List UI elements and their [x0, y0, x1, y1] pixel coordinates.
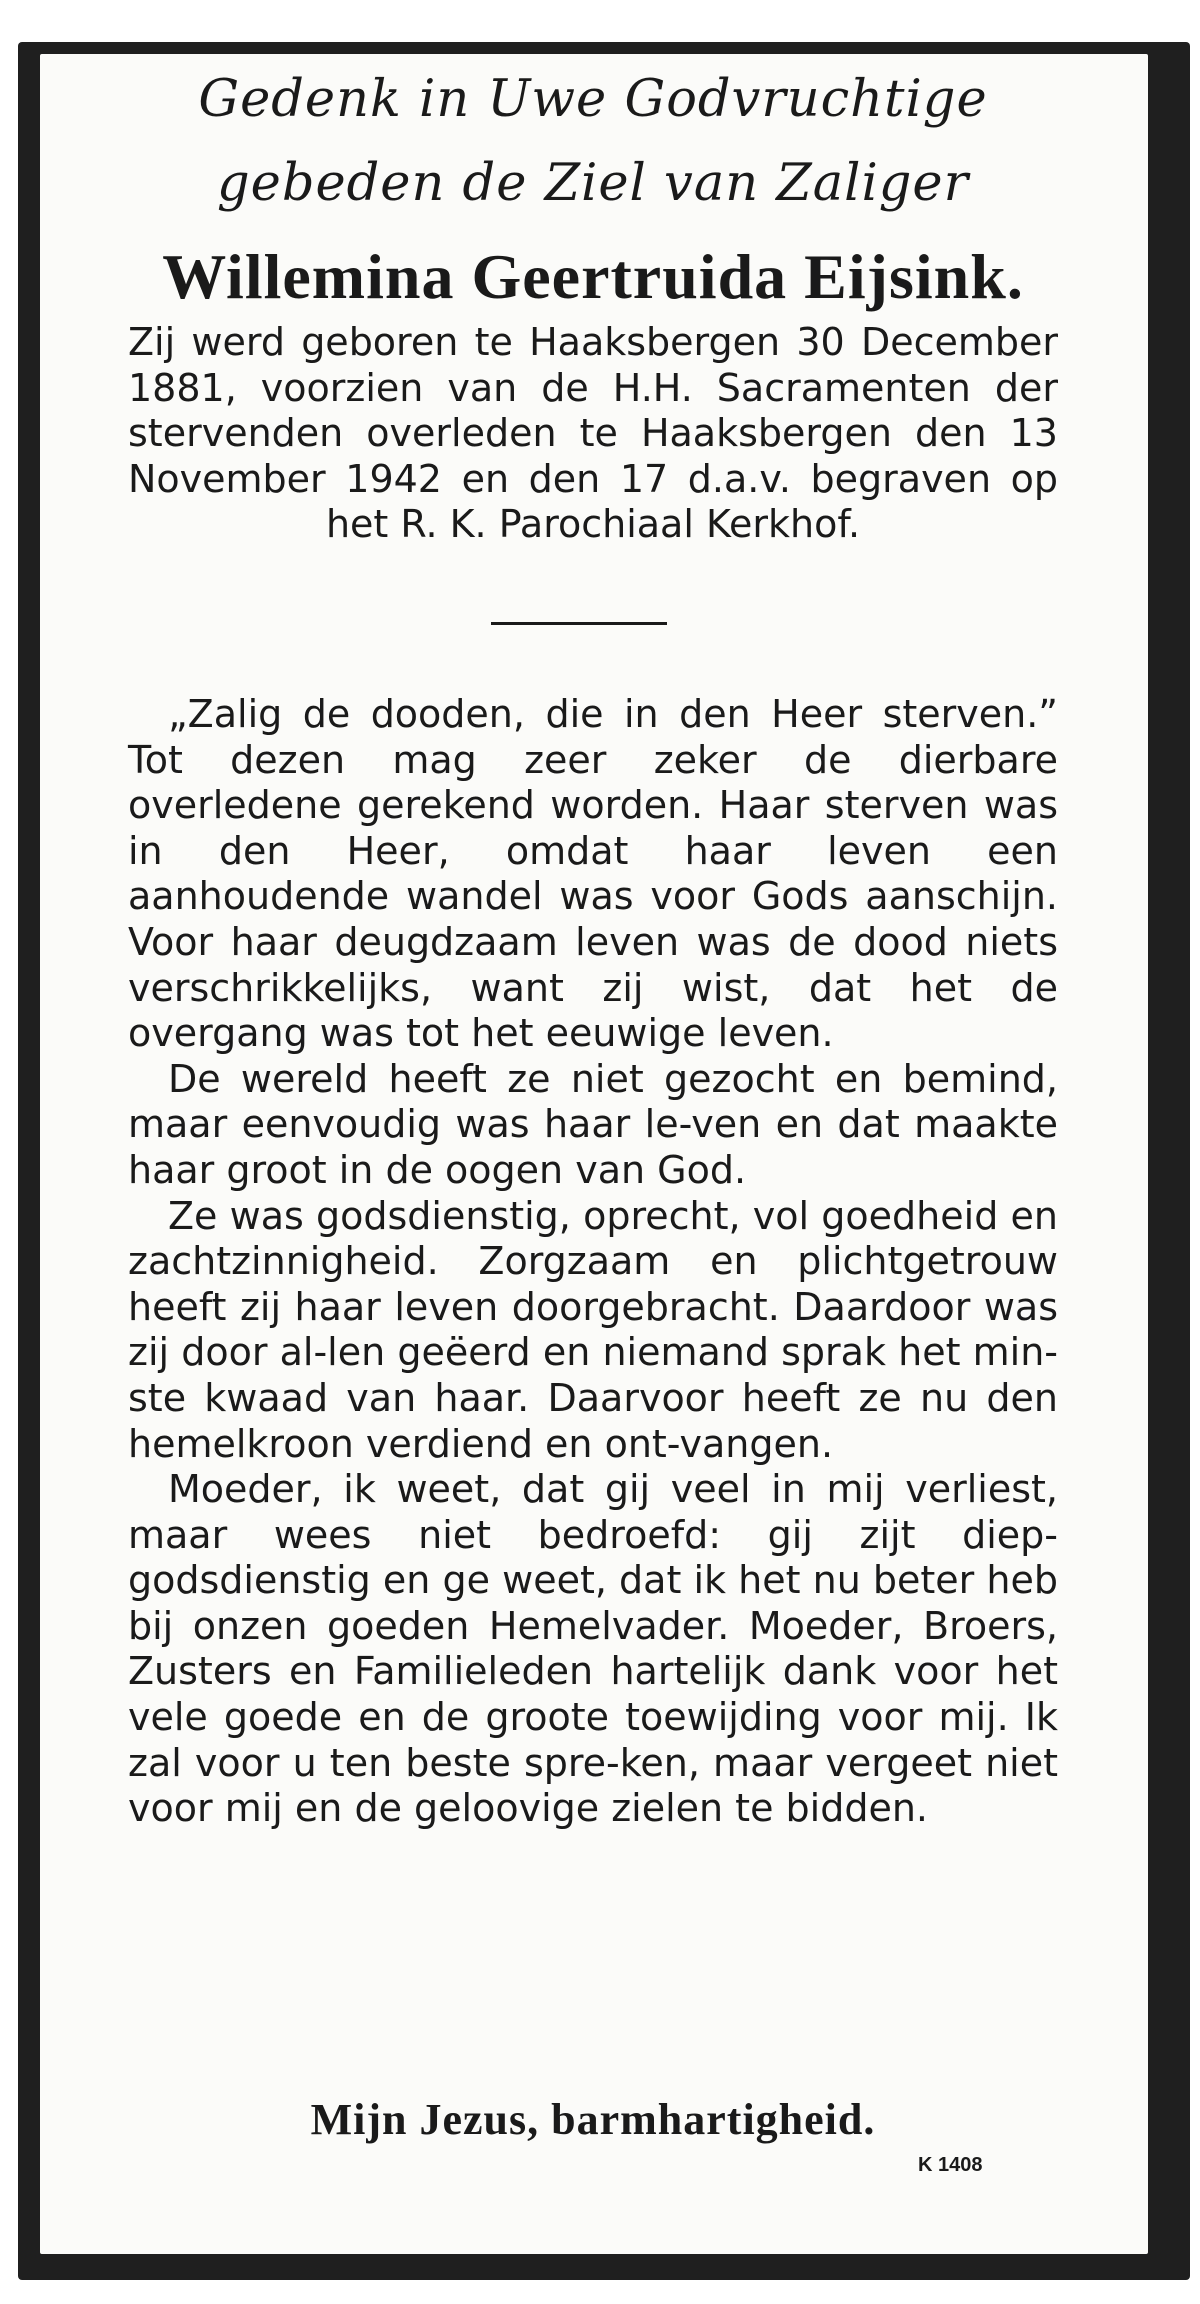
paragraph: „Zalig de dooden, die in den Heer sterven.” Tot dezen mag zeer zeker de dierbare overledene gerekend worden. Haar sterven was in den Heer, omdat haar leven een aanhoudende wandel was voor Gods aanschijn. Voor haar deugdzaam leven was de dood niets verschrikkelijks, want zij wist, dat het de overgang was tot het eeuwige leven. — [128, 692, 1058, 1056]
paragraph: De wereld heeft ze niet gezocht en bemind, maar eenvoudig was haar le-ven en dat maakte haar groot in de oogen van God. — [128, 1056, 1058, 1192]
body-text — [128, 692, 1058, 1832]
deceased-name: Willemina Geertruida Eijsink. — [162, 241, 1024, 312]
paragraph: Ze was godsdienstig, oprecht, vol goedheid en zachtzinnigheid. Zorgzaam en plichtgetrouw heeft zij haar leven doorgebracht. Daardoor was zij door al-len geëerd en niemand sprak het min-ste kwaad van haar. Daarvoor heeft ze nu den hemelkroon verdiend en ont-vangen. — [128, 1193, 1058, 1466]
divider — [491, 622, 667, 625]
printer-code: K 1408 — [918, 2154, 983, 2176]
paragraph: Moeder, ik weet, dat gij veel in mij verliest, maar wees niet bedroefd: gij zijt diep-godsdienstig en ge weet, dat ik het nu beter heb bij onzen goeden Hemelvader. Moeder, Broers, Zusters en Familieleden hartelijk dank voor het vele goede en de groote toewijding voor mij. Ik zal voor u ten beste spre-ken, maar vergeet niet voor mij en de geloovige zielen te bidden. — [128, 1467, 1058, 1831]
biography: Zij werd geboren te Haaksbergen 30 December 1881, voorzien van de H.H. Sacramenten der stervenden overleden te Haaksbergen den 13 November 1942 en den 17 d.a.v. begraven op het R. K. Parochiaal Kerkhof. — [128, 320, 1058, 546]
closing-prayer: Mijn Jezus, barmhartigheid. — [310, 2095, 876, 2144]
invocation-line-2: gebeden de Ziel van Zaliger — [217, 154, 969, 213]
invocation-line-1: Gedenk in Uwe Godvruchtige — [198, 70, 988, 129]
invocation — [128, 58, 1058, 226]
